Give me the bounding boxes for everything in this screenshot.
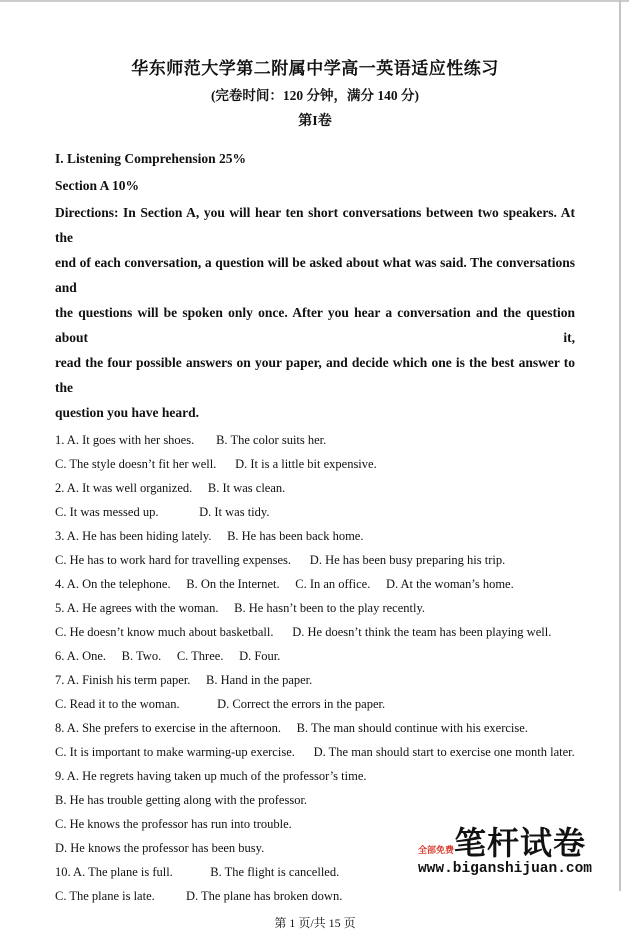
page-number: 第 1 页/共 15 页 [274, 916, 356, 930]
directions-line: end of each conversation, a question will be asked about what was said. The conversations and [55, 255, 575, 295]
directions-line: Directions: In Section A, you will hear ten short conversations between two speakers. At the [55, 205, 575, 245]
question-line: 3. A. He has been hiding lately. B. He has been back home. [55, 529, 364, 543]
volume-label: 第I卷 [298, 114, 332, 129]
question-line: C. He has to work hard for travelling expenses. D. He has been busy preparing his trip. [55, 553, 506, 567]
question-line: 4. A. On the telephone. B. On the Internet. C. In an office. D. At the woman’s home. [55, 577, 514, 591]
question-line: C. The plane is late. D. The plane has broken down. [55, 889, 343, 903]
directions-line: question you have heard. [55, 405, 200, 420]
watermark-brand-row [418, 827, 592, 859]
watermark-free-badge: 全部免费 [417, 845, 454, 855]
question-line: C. The style doesn’t fit her well. D. It is a little bit expensive. [55, 457, 377, 471]
question-line: 5. A. He agrees with the woman. B. He hasn’t been to the play recently. [55, 601, 426, 615]
question-line: 6. A. One. B. Two. C. Three. D. Four. [55, 649, 281, 663]
question-line: 9. A. He regrets having taken up much of the professor’s time. [55, 769, 367, 783]
question-line: C. He knows the professor has run into trouble. [55, 817, 292, 831]
question-line: C. He doesn’t know much about basketball. D. He doesn’t think the team has been playing well. [55, 625, 552, 639]
question-line: D. He knows the professor has been busy. [55, 841, 265, 855]
document-subtitle: (完卷时间：120 分钟，满分 140 分) [210, 88, 420, 103]
question-line: C. It is important to make warming-up exercise. D. The man should start to exercise one month later. [55, 745, 575, 759]
section-heading: I. Listening Comprehension 25% [55, 151, 247, 166]
directions-line: the questions will be spoken only once. After you hear a conversation and the question about it, [55, 305, 575, 345]
watermark-brand-text: 笔杆试卷 [453, 825, 586, 861]
question-line: 7. A. Finish his term paper. B. Hand in the paper. [55, 673, 313, 687]
question-line: 1. A. It goes with her shoes. B. The color suits her. [55, 433, 327, 447]
question-line: 10. A. The plane is full. B. The flight is cancelled. [55, 865, 340, 879]
question-line: C. Read it to the woman. D. Correct the errors in the paper. [55, 697, 386, 711]
document-title: 华东师范大学第二附属中学高一英语适应性练习 [131, 59, 499, 78]
question-line: C. It was messed up. D. It was tidy. [55, 505, 270, 519]
question-line: 8. A. She prefers to exercise in the afternoon. B. The man should continue with his exercise. [55, 721, 528, 735]
watermark [418, 827, 592, 878]
directions-paragraph [55, 200, 575, 425]
subsection-heading: Section A 10% [55, 178, 140, 193]
question-line: B. He has trouble getting along with the professor. [55, 793, 308, 807]
directions-line: read the four possible answers on your paper, and decide which one is the best answer to the [55, 355, 575, 395]
watermark-url: www.biganshijuan.com [417, 861, 592, 877]
question-line: 2. A. It was well organized. B. It was clean. [55, 481, 286, 495]
